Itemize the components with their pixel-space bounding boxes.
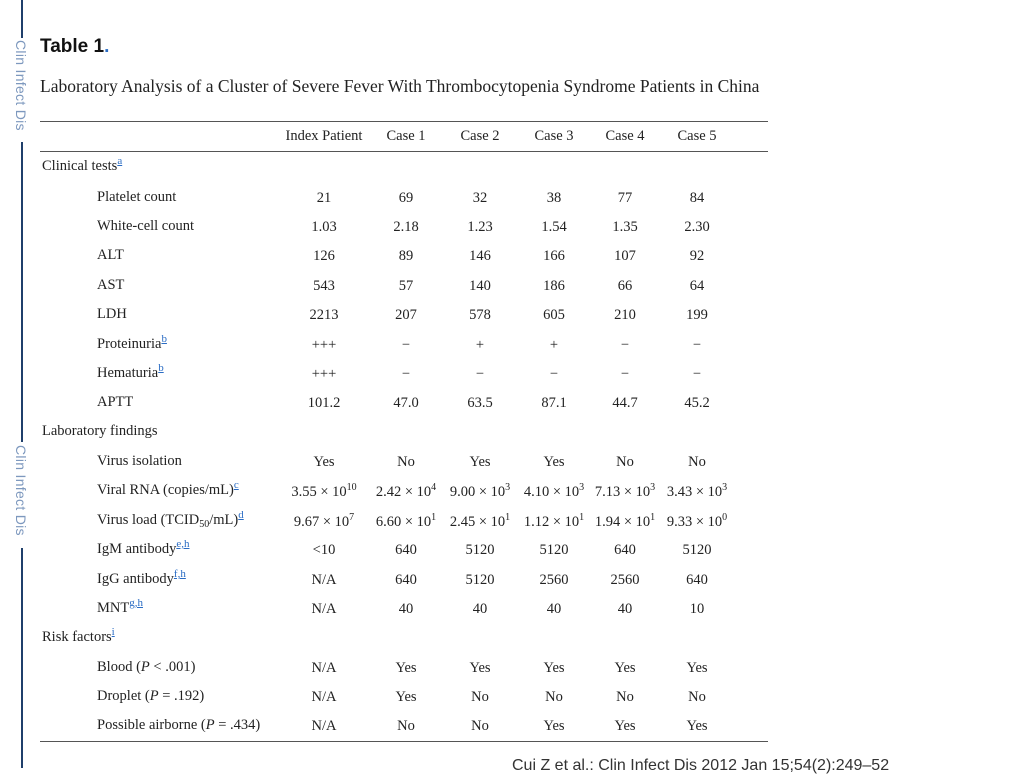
table-bottom-rule (40, 741, 768, 742)
table-cell: 578 (469, 307, 491, 323)
table-cell: 126 (313, 248, 335, 264)
table-cell: Yes (614, 718, 636, 734)
row-label (97, 687, 204, 705)
row-label (97, 393, 133, 411)
row-label-text: White-cell count (97, 218, 195, 234)
table-cell: 45.2 (684, 395, 710, 411)
table-cell: 186 (543, 278, 565, 294)
table-cell (524, 513, 584, 531)
row-label-text: AST (97, 277, 125, 293)
table-cell: − (475, 366, 485, 382)
cell-exponent: 4 (431, 482, 437, 493)
table-cell: No (397, 718, 415, 734)
table-cell: +++ (311, 337, 337, 353)
table-cell: 21 (316, 190, 332, 206)
table-cell: 210 (614, 307, 636, 323)
table-cell: 5120 (465, 542, 495, 558)
table-cell: No (397, 454, 415, 470)
table-cell: 140 (469, 278, 491, 294)
row-label-text: = .434) (214, 717, 261, 733)
table-cell: 640 (395, 542, 417, 558)
table-cell: 1.54 (541, 219, 567, 235)
table-cell: 107 (614, 248, 636, 264)
row-label-text: MNT (97, 600, 130, 616)
cell-mantissa: 1.12 × 10 (523, 514, 580, 530)
table-cell: 47.0 (393, 395, 419, 411)
cell-mantissa: 9.33 × 10 (666, 514, 723, 530)
table-cell: 166 (543, 248, 565, 264)
table-cell: Yes (395, 660, 417, 676)
row-label (97, 540, 189, 558)
table-cell: 92 (689, 248, 705, 264)
footnote-link: a (117, 155, 123, 167)
sidebar-journal-label: Clin Infect Dis (13, 40, 29, 131)
table-cell: 146 (469, 248, 491, 264)
cell-mantissa: 9.00 × 10 (449, 484, 506, 500)
table-cell: 543 (313, 278, 335, 294)
cell-exponent: 3 (579, 482, 585, 493)
cell-mantissa: 3.55 × 10 (291, 484, 347, 500)
footnote-link: e,h (176, 538, 190, 550)
row-label (97, 188, 176, 206)
section-heading (42, 422, 158, 440)
table-label (40, 36, 109, 58)
cell-exponent: 3 (722, 482, 728, 493)
table-cell: 5120 (539, 542, 569, 558)
footnote-link: b (161, 333, 167, 345)
row-label-text: Possible airborne ( (97, 717, 206, 733)
sidebar-rule (21, 142, 23, 442)
row-label (97, 364, 164, 382)
row-label (97, 716, 260, 734)
table-cell: 2.30 (684, 219, 710, 235)
table-cell: 640 (614, 542, 636, 558)
table-cell: 207 (395, 307, 417, 323)
cell-exponent: 3 (505, 482, 511, 493)
table-cell: Yes (686, 660, 708, 676)
table-cell: − (692, 337, 702, 353)
table-cell: 1.23 (467, 219, 493, 235)
row-label-subscript: 50 (199, 519, 210, 530)
table-cell (524, 483, 584, 501)
cell-mantissa: 1.94 × 10 (594, 514, 651, 530)
table-cell: Yes (686, 718, 708, 734)
table-cell: 84 (689, 190, 705, 206)
table-cell: 32 (472, 190, 488, 206)
column-header: Case 4 (605, 128, 645, 144)
row-label-text: ALT (97, 247, 124, 263)
table-cell: +++ (311, 366, 337, 382)
table-cell: − (692, 366, 702, 382)
row-label-p: P (140, 659, 150, 675)
column-header: Case 5 (677, 128, 717, 144)
sidebar-journal-label: Clin Infect Dis (13, 445, 29, 536)
table-cell: − (401, 366, 411, 382)
table-cell (376, 513, 436, 531)
table-cell (291, 483, 356, 501)
cell-mantissa: 6.60 × 10 (375, 514, 432, 530)
table-cell: Yes (395, 689, 417, 705)
row-label-text: /mL) (209, 512, 239, 528)
table-cell: 66 (617, 278, 633, 294)
column-header: Index Patient (285, 128, 363, 144)
table-cell: − (620, 366, 630, 382)
table-cell: 640 (686, 572, 708, 588)
table-cell: + (475, 337, 485, 353)
row-label-p: P (149, 688, 159, 704)
row-label (97, 305, 127, 323)
row-label (97, 481, 239, 499)
row-label-text: < .001) (149, 659, 196, 675)
column-header: Case 2 (460, 128, 500, 144)
section-heading (42, 628, 115, 646)
table-cell (595, 513, 655, 531)
table-cell: 2.18 (393, 219, 419, 235)
table-cell (667, 513, 727, 531)
cell-exponent: 0 (722, 512, 728, 523)
table-cell: 2560 (610, 572, 640, 588)
row-label-text: = .192) (158, 688, 205, 704)
table-cell: − (401, 337, 411, 353)
table-cell: 640 (395, 572, 417, 588)
section-title: Clinical tests (42, 158, 118, 174)
table-cell (450, 513, 510, 531)
table-cell: No (688, 689, 706, 705)
row-label-p: P (205, 717, 215, 733)
row-label-text: Blood ( (97, 659, 141, 675)
citation: Cui Z et al.: Clin Infect Dis 2012 Jan 15;54(2):249–52 (512, 757, 890, 774)
table-cell: N/A (311, 572, 337, 588)
table-cell: Yes (543, 718, 565, 734)
table-cell: N/A (311, 660, 337, 676)
footnote-link: d (238, 509, 244, 521)
cell-mantissa: 2.45 × 10 (449, 514, 506, 530)
table-header-rule (40, 151, 768, 152)
row-label-text: Viral RNA (copies/mL) (97, 482, 234, 498)
table-cell: 40 (546, 601, 562, 617)
row-label-text: Proteinuria (97, 336, 162, 352)
cell-mantissa: 3.43 × 10 (666, 484, 723, 500)
cell-exponent: 7 (349, 512, 355, 523)
table-cell: No (471, 689, 489, 705)
table-cell: Yes (543, 454, 565, 470)
cell-mantissa: 4.10 × 10 (523, 484, 580, 500)
footnote-link: b (158, 362, 164, 374)
table-cell (595, 483, 655, 501)
table-cell: 2213 (309, 307, 339, 323)
row-label-text: Droplet ( (97, 688, 150, 704)
table-cell: 1.03 (311, 219, 337, 235)
table-cell: Yes (543, 660, 565, 676)
table-cell: 40 (472, 601, 488, 617)
sidebar-rule (21, 548, 23, 768)
table-cell: No (616, 689, 634, 705)
cell-exponent: 1 (431, 512, 437, 523)
table-cell (667, 483, 727, 501)
table-cell: 69 (398, 190, 414, 206)
row-label-text: Hematuria (97, 365, 159, 381)
table-top-rule (40, 121, 768, 122)
table-cell: 5120 (465, 572, 495, 588)
section-title: Laboratory findings (42, 423, 158, 439)
row-label-text: Virus load (TCID (97, 512, 200, 528)
table-cell: No (688, 454, 706, 470)
table-cell: 199 (686, 307, 708, 323)
row-label (97, 570, 186, 588)
row-label (97, 335, 167, 353)
row-label (97, 246, 124, 264)
table-cell: N/A (311, 601, 337, 617)
table-cell: 64 (689, 278, 705, 294)
table-cell: 5120 (682, 542, 712, 558)
row-label (97, 658, 195, 676)
table-label-dot: . (104, 36, 110, 57)
table-cell: + (549, 337, 559, 353)
table-cell: 44.7 (612, 395, 638, 411)
cell-exponent: 3 (650, 482, 656, 493)
row-label (97, 452, 182, 470)
footnote-link: g,h (129, 597, 143, 609)
table-cell: <10 (312, 542, 336, 558)
row-label-text: APTT (97, 394, 134, 410)
cell-exponent: 1 (650, 512, 656, 523)
table-cell: 87.1 (541, 395, 567, 411)
footnote-link: i (111, 626, 115, 638)
cell-exponent: 1 (505, 512, 511, 523)
table-cell: 38 (546, 190, 562, 206)
row-label-text: LDH (97, 306, 127, 322)
row-label (97, 217, 194, 235)
table-cell: 89 (398, 248, 414, 264)
table-cell: 10 (689, 601, 705, 617)
table-caption: Laboratory Analysis of a Cluster of Severe Fever With Thrombocytopenia Syndrome Patients in China (40, 76, 760, 96)
row-label (97, 599, 143, 617)
sidebar-rule (21, 0, 23, 38)
table-number: Table 1 (40, 36, 105, 57)
footnote-link: c (233, 479, 239, 491)
table-cell: Yes (614, 660, 636, 676)
table-cell: 40 (398, 601, 414, 617)
row-label-text: Platelet count (97, 189, 177, 205)
table-cell: 63.5 (467, 395, 493, 411)
cell-exponent: 1 (579, 512, 585, 523)
cell-exponent: 10 (346, 482, 357, 493)
row-label (97, 511, 244, 529)
table-cell (294, 513, 354, 531)
table-cell: No (545, 689, 563, 705)
table-cell: 101.2 (307, 395, 341, 411)
cell-mantissa: 2.42 × 10 (375, 484, 432, 500)
table-cell: N/A (311, 689, 337, 705)
row-label-text: Virus isolation (97, 453, 182, 469)
table-cell: N/A (311, 718, 337, 734)
cell-mantissa: 9.67 × 10 (293, 514, 350, 530)
row-label (97, 276, 124, 294)
table-cell (450, 483, 510, 501)
table-cell: No (616, 454, 634, 470)
row-label-text: IgG antibody (97, 571, 174, 587)
row-label-text: IgM antibody (97, 541, 177, 557)
column-header: Case 1 (386, 128, 426, 144)
table-cell: Yes (469, 454, 491, 470)
column-header: Case 3 (534, 128, 574, 144)
cell-mantissa: 7.13 × 10 (594, 484, 651, 500)
journal-sidebar (0, 0, 40, 768)
section-heading (42, 157, 122, 175)
table-cell: − (549, 366, 559, 382)
footnote-link: f,h (173, 568, 186, 580)
table-cell: 77 (617, 190, 633, 206)
table-cell: − (620, 337, 630, 353)
table-cell: Yes (313, 454, 335, 470)
table-cell: Yes (469, 660, 491, 676)
table-cell: No (471, 718, 489, 734)
table-cell: 57 (398, 278, 414, 294)
table-cell: 2560 (539, 572, 569, 588)
table-cell (376, 483, 436, 501)
section-title: Risk factors (42, 629, 112, 645)
table-cell: 605 (543, 307, 565, 323)
table-cell: 40 (617, 601, 633, 617)
table-cell: 1.35 (612, 219, 638, 235)
